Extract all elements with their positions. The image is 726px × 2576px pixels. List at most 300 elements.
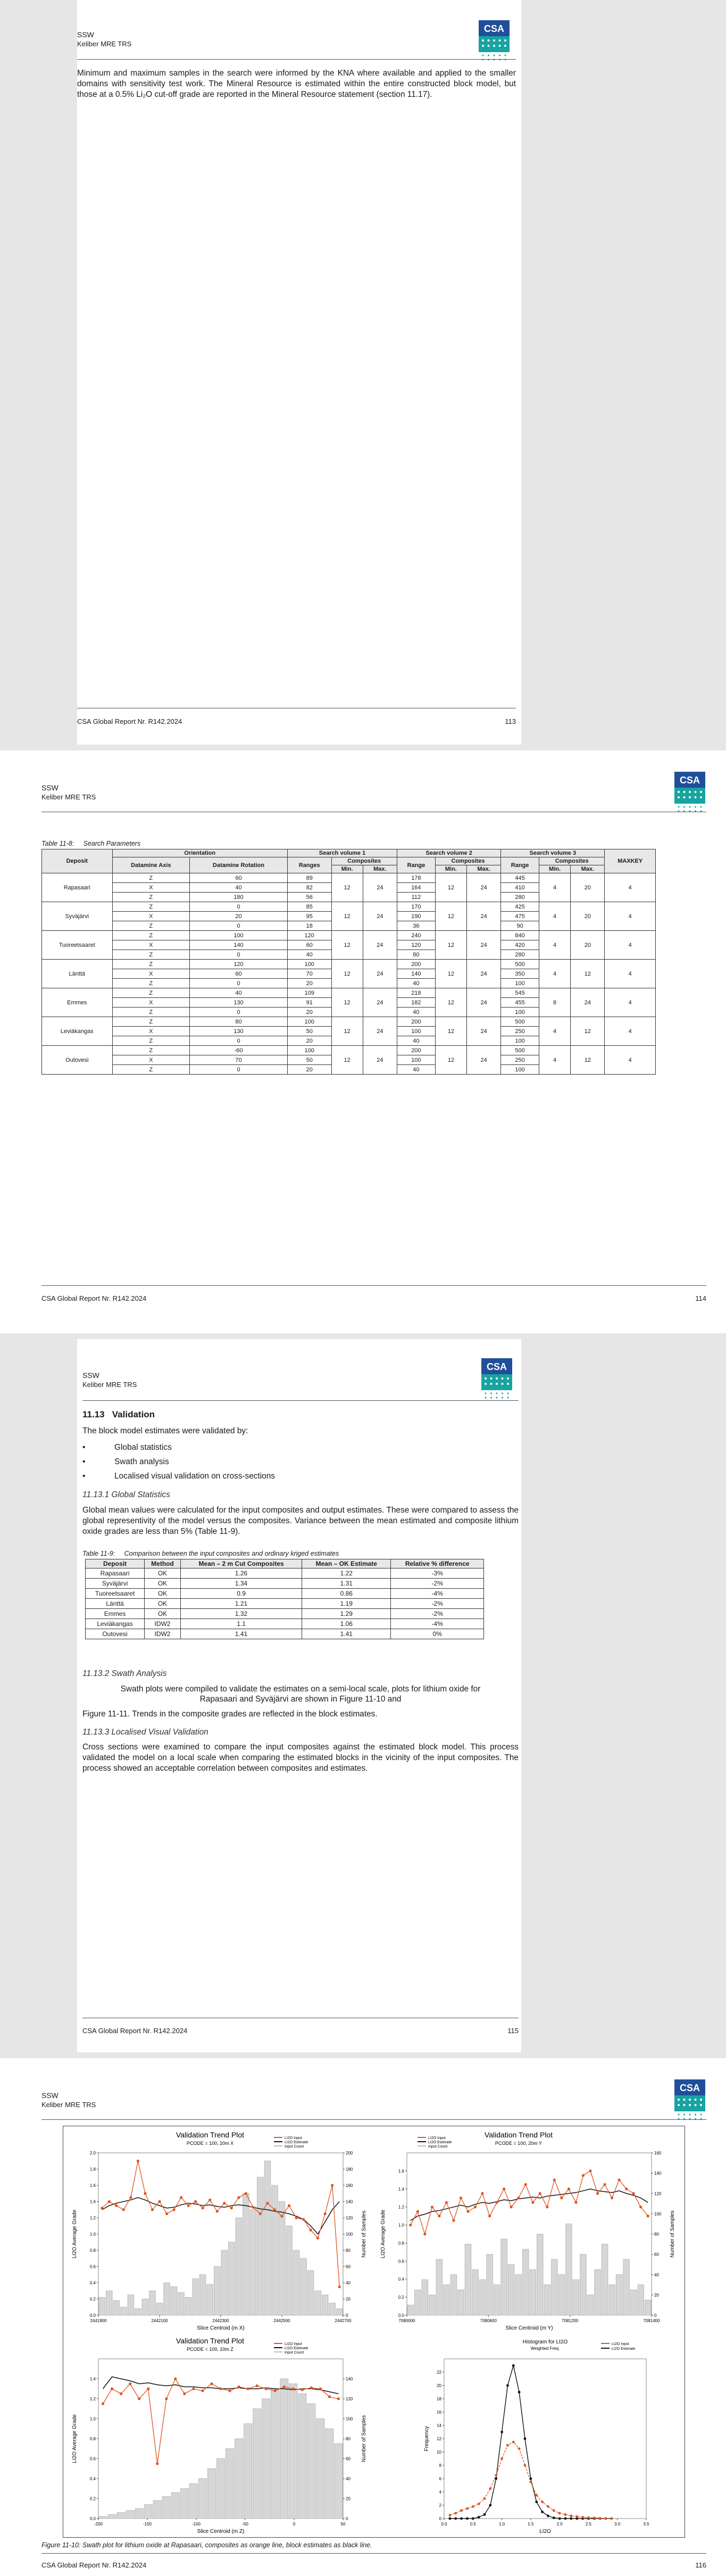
composite-point [489,2487,491,2490]
y2-tick-label: 80 [346,2437,351,2441]
table-cell: 20 [190,912,288,921]
composite-point [174,2377,177,2380]
sample-bar [422,2280,428,2315]
project-name: Keliber MRE TRS [77,40,132,48]
composite-point [431,2206,433,2208]
composite-point [506,2444,509,2447]
y2-tick-label: 200 [346,2151,353,2156]
table-cell: Z [112,1065,189,1075]
sample-bar [262,2399,270,2519]
table-cell: 24 [363,1017,397,1046]
y-tick-label: 18 [437,2397,441,2401]
composite-point [553,2178,556,2181]
table-cell: 1.32 [180,1609,302,1619]
sample-bar [329,2303,336,2315]
table-caption: Table 11-8: Search Parameters [41,840,141,847]
y2-tick-label: 40 [654,2272,659,2277]
y-tick-label: 1.4 [89,2376,96,2382]
table-row [42,873,656,883]
table-cell: X [112,998,189,1008]
y-tick-label: 10 [437,2450,441,2455]
table-cell: 20 [287,1008,331,1017]
page-116 [0,2058,726,2576]
composite-point [129,2382,131,2385]
table-row [86,1619,484,1629]
table-cell: X [112,912,189,921]
column-header: Relative % difference [391,1559,484,1568]
table-cell: 425 [501,902,539,912]
y2-tick-label: 20 [346,2496,351,2501]
x-tick-label: 7080600 [480,2318,497,2323]
sample-bar [487,2255,493,2315]
table-cell: OK [145,1568,181,1579]
table-cell: 280 [501,893,539,902]
composite-point [488,2215,491,2217]
estimate-point [541,2511,544,2513]
sample-bar [113,2301,120,2315]
table-cell: 95 [287,912,331,921]
sample-bar [530,2269,536,2315]
x-tick-label: 2442500 [273,2318,290,2323]
sample-bar [522,2249,529,2315]
sample-bar [214,2267,220,2316]
table-cell: 0 [190,1036,288,1046]
sample-bar [307,2270,314,2315]
composite-point [445,2201,448,2204]
y-tick-label: 0.2 [89,2496,96,2501]
table-cell: 218 [397,988,436,998]
table-cell: 40 [397,979,436,988]
y-tick-label: 2 [439,2503,441,2508]
table-cell: 100 [287,1017,331,1027]
table-cell: 350 [501,969,539,979]
table-cell: IDW2 [145,1629,181,1639]
sample-bar [253,2409,261,2519]
y2-axis-label: Number of Samples [670,2210,675,2258]
composite-point [529,2481,532,2483]
composite-point [558,2512,561,2515]
table-cell: 1.41 [180,1629,302,1639]
table-cell: Z [112,873,189,883]
project-name: Keliber MRE TRS [41,2101,96,2109]
composite-point [500,2457,503,2460]
validation-list [82,1440,275,1483]
table-cell: 140 [190,940,288,950]
table-cell: 4 [605,1046,656,1075]
table-cell: Z [112,988,189,998]
table-cell: X [112,969,189,979]
table-cell: Syväjärvi [42,902,113,931]
composite-point [603,2183,606,2186]
chart-title: Validation Trend Plot [176,2131,245,2139]
composite-point [147,2388,149,2390]
legend-label: LI2O Estimate [285,2141,308,2144]
y-tick-label: 1.0 [89,2232,96,2237]
sample-bar [156,2303,163,2315]
table-cell: 24 [466,988,500,1017]
composite-point [553,2509,555,2512]
col-orientation: Orientation [112,849,287,857]
y2-tick-label: 60 [654,2252,659,2257]
estimate-point [448,2517,451,2520]
table-cell: Outovesi [42,1046,113,1075]
col-maxkey: MAXKEY [605,849,656,873]
table-cell: X [112,1027,189,1036]
composite-point [165,2212,168,2215]
y2-tick-label: 20 [346,2297,351,2302]
y-tick-label: 0.0 [89,2313,96,2318]
table-cell: 1.34 [180,1579,302,1589]
sample-bar [429,2295,436,2315]
sample-bar [315,2291,321,2315]
composite-point [219,2388,222,2390]
y-tick-label: 0.0 [89,2516,96,2521]
sample-bar [207,2468,215,2519]
table-cell: 182 [397,998,436,1008]
y-tick-label: 1.6 [89,2183,96,2188]
table-row [42,988,656,998]
y-tick-label: 0.2 [398,2295,404,2300]
table-cell: 85 [287,902,331,912]
page-number: 115 [507,2027,519,2035]
table-cell: 12 [331,873,363,902]
sample-bar [458,2290,464,2315]
composite-point [518,2447,521,2450]
subheading-local: 11.13.3 Localised Visual Validation [82,1728,208,1737]
report-number: CSA Global Report Nr. R142.2024 [41,2561,147,2569]
table-cell: 100 [501,979,539,988]
table-cell: 20 [287,1036,331,1046]
chart-subtitle: Weighted Freq. [530,2346,560,2351]
estimate-point [547,2515,549,2517]
table-cell: -3% [391,1568,484,1579]
composite-point [273,2208,276,2211]
y-axis-label: Frequency [424,2426,430,2451]
table-cell: 410 [501,883,539,893]
table-cell: 1.29 [302,1609,391,1619]
x-tick-label: -50 [242,2522,248,2527]
table-cell: 1.41 [302,1629,391,1639]
y2-tick-label: 20 [654,2292,659,2298]
table-row [42,1046,656,1055]
table-cell: 100 [501,1065,539,1075]
composite-point [101,2207,103,2209]
composite-point [172,2208,175,2211]
table-cell: 109 [287,988,331,998]
table-cell: 12 [435,988,466,1017]
sample-bar [126,2511,134,2519]
sample-bar [149,2291,156,2315]
estimate-point [489,2504,491,2507]
table-cell: 4 [605,902,656,931]
paragraph: Figure 11-11. Trends in the composite grades are reflected in the block estimates. [82,1710,378,1719]
table-cell: 50 [287,1027,331,1036]
table-cell: 12 [435,902,466,931]
table-cell: 250 [501,1027,539,1036]
table-cell: 20 [571,873,605,902]
table-cell: 24 [466,873,500,902]
x-tick-label: -150 [143,2522,152,2527]
y2-tick-label: 100 [346,2416,353,2422]
csa-logo [479,20,510,63]
company-name: SSW [41,2091,59,2100]
table-cell: 12 [331,902,363,931]
table-cell: Z [112,979,189,988]
table-cell: Z [112,902,189,912]
y-tick-label: 1.4 [398,2186,404,2192]
table-cell: 500 [501,1017,539,1027]
table-cell: -2% [391,1579,484,1589]
composite-point [596,2192,599,2195]
sample-bar [244,2424,252,2519]
composite-point [547,2505,549,2508]
y2-tick-label: 40 [346,2281,351,2285]
table-cell: 4 [539,931,570,960]
col-axis: Datamine Axis [112,857,189,873]
sample-bar [616,2275,622,2315]
estimate-point [512,2364,515,2367]
y-tick-label: 0.4 [398,2277,404,2282]
y-tick-label: 0.8 [398,2241,404,2246]
composite-point [180,2196,182,2199]
y2-tick-label: 160 [654,2151,662,2156]
sample-bar [99,2516,107,2519]
col-max: Max. [571,865,605,873]
table-cell: X [112,940,189,950]
composite-point [481,2192,483,2195]
sample-bar [243,2193,249,2315]
col-rotation: Datamine Rotation [190,857,288,873]
company-name: SSW [82,1371,99,1380]
composite-point [625,2187,628,2190]
table-cell: 40 [397,1065,436,1075]
composite-point [510,2206,513,2208]
sample-bar [335,2443,343,2519]
intro: The block model estimates were validated by: [82,1426,248,1435]
composite-point [208,2199,211,2201]
table-cell: 140 [397,969,436,979]
table-cell: 100 [397,1055,436,1065]
estimate-point [478,2516,480,2519]
table-cell: 100 [287,1046,331,1055]
legend-label: LI2O Input [428,2136,446,2140]
x-tick-label: 2442300 [212,2318,229,2323]
list-item: • Global statistics [82,1440,275,1455]
x-tick-label: 2442100 [151,2318,168,2323]
column-header: Method [145,1559,181,1568]
table-cell: 190 [397,912,436,921]
composite-point [137,2160,139,2162]
table-cell: Rapasaari [86,1568,145,1579]
sample-bar [198,2479,206,2519]
composite-point [452,2219,455,2222]
table-cell: 4 [539,902,570,931]
table-cell: 1.19 [302,1599,391,1609]
table-cell: 36 [397,921,436,931]
plot-area [444,2359,646,2519]
y-tick-label: 14 [437,2423,441,2428]
y2-tick-label: 0 [346,2313,348,2318]
x-axis-label: LI2O [539,2529,551,2534]
column-header: Deposit [86,1559,145,1568]
page-header [77,30,131,48]
table-cell: 4 [605,931,656,960]
csa-logo [481,1358,512,1401]
swath-plot-z [66,2335,375,2537]
table-cell: 280 [501,950,539,960]
table-cell: -4% [391,1619,484,1629]
composite-point [192,2388,195,2390]
composite-point [292,2388,295,2390]
table-cell: 12 [331,1017,363,1046]
table-row [42,1017,656,1027]
composite-point [151,2208,154,2211]
composite-point [454,2512,457,2515]
table-cell: Emmes [42,988,113,1017]
col-sv3: Search volume 3 [501,849,605,857]
table-cell: 445 [501,873,539,883]
sample-bar [229,2242,235,2315]
table-cell: 12 [331,960,363,988]
sample-bar [301,2258,307,2315]
y-tick-label: 0.4 [89,2476,96,2481]
composite-point [280,2215,283,2217]
table-cell: 130 [190,1027,288,1036]
x-tick-label: 0 [293,2522,296,2527]
report-number: CSA Global Report Nr. R142.2024 [82,2027,188,2035]
x-tick-label: 3.0 [614,2522,621,2527]
sample-bar [602,2244,608,2315]
x-tick-label: 3.5 [643,2522,649,2527]
x-tick-label: 0.0 [441,2522,447,2527]
chart-subtitle: PCODE = 100, 20m Y [495,2141,543,2146]
table-cell: Z [112,1017,189,1027]
sample-bar [199,2275,206,2315]
composite-point [466,2210,469,2213]
y2-tick-label: 0 [654,2313,657,2318]
y-tick-label: 1.4 [89,2199,96,2205]
col-composites: Composites [539,857,605,865]
sample-bar [164,2283,170,2315]
sample-bar [279,2202,285,2316]
y-tick-label: 0.6 [89,2456,96,2462]
table-cell: 24 [466,960,500,988]
col-composites: Composites [331,857,397,865]
sample-bar [189,2483,197,2519]
table-cell: 420 [501,940,539,950]
table-row [42,902,656,912]
y-tick-label: 2.0 [89,2151,96,2156]
col-max: Max. [466,865,500,873]
composite-point [108,2200,111,2203]
sample-bar [178,2292,185,2315]
comparison-table [85,1559,484,1639]
table-cell: 4 [539,1017,570,1046]
composite-point [517,2197,520,2199]
table-cell: 455 [501,998,539,1008]
table-row [86,1579,484,1589]
y-tick-label: 6 [439,2476,441,2481]
chart-legend [418,2136,452,2149]
sample-bar [307,2404,315,2519]
chart-subtitle: PCODE = 100, 20m X [186,2141,234,2146]
table-cell: X [112,883,189,893]
sample-bar [193,2278,199,2315]
y-tick-label: 1.8 [89,2167,96,2172]
composite-point [122,2208,125,2211]
swath-plot-y [375,2129,683,2334]
company-name: SSW [41,783,59,792]
table-cell: 40 [190,883,288,893]
y2-tick-label: 120 [346,2216,353,2220]
estimate-point [564,2517,567,2520]
sample-bar [501,2239,507,2315]
table-cell: 50 [287,1055,331,1065]
composite-point [438,2215,440,2217]
composite-point [302,2218,305,2220]
chart-legend [274,2136,308,2149]
y-axis-label: LI2O Average Grade [72,2414,78,2463]
col-min: Min. [539,865,570,873]
table-cell: 250 [501,1055,539,1065]
table-cell: Z [112,931,189,940]
composite-point [310,2387,313,2389]
y-tick-label: 0.8 [89,2437,96,2441]
table-cell: 0 [190,979,288,988]
table-cell: Rapasaari [42,873,113,902]
sample-bar [128,2295,134,2315]
table-cell: Z [112,921,189,931]
table-cell: 8 [539,988,570,1017]
table-cell: 56 [287,893,331,902]
table-cell: 0 [190,1065,288,1075]
sample-bar [537,2234,544,2316]
table-caption: Table 11-9: Comparison between the input composites and ordinary kriged estimates [82,1550,339,1557]
composite-point [295,2216,297,2219]
x-tick-label: 7081200 [562,2318,579,2323]
y2-tick-label: 140 [654,2171,662,2176]
y2-axis-label: Number of Samples [361,2210,367,2258]
composite-point [338,2285,341,2288]
sample-bar [171,2287,177,2315]
table-cell: 240 [397,931,436,940]
table-cell: 4 [539,960,570,988]
y-axis-label: LI2O Average Grade [380,2209,386,2259]
table-cell: -2% [391,1609,484,1619]
composite-point [230,2207,233,2209]
chart-legend [274,2342,308,2355]
table-cell: 178 [397,873,436,883]
composite-point [512,2441,515,2443]
paragraph: Swath plots were compiled to validate the estimates on a semi-local scale, plots for lithium oxide for Rapasaari and Syväjärvi are shown in Figure 11-10 and [120,1685,481,1704]
page-footer [41,2561,706,2569]
composite-point [574,2201,577,2204]
sample-bar [444,2285,450,2315]
x-tick-label: 1.5 [528,2522,534,2527]
sample-bar [407,2305,414,2315]
sample-bar [552,2259,558,2315]
sample-bar [135,2309,141,2315]
y2-tick-label: 140 [346,2376,353,2382]
page-115 [77,1339,521,2052]
composite-point [416,2210,419,2213]
y-tick-label: 0.6 [398,2259,404,2264]
sample-bar [99,2297,105,2315]
table-cell: OK [145,1589,181,1599]
estimate-line [450,2366,612,2519]
x-tick-label: 2.5 [585,2522,591,2527]
page-footer [82,2027,519,2035]
